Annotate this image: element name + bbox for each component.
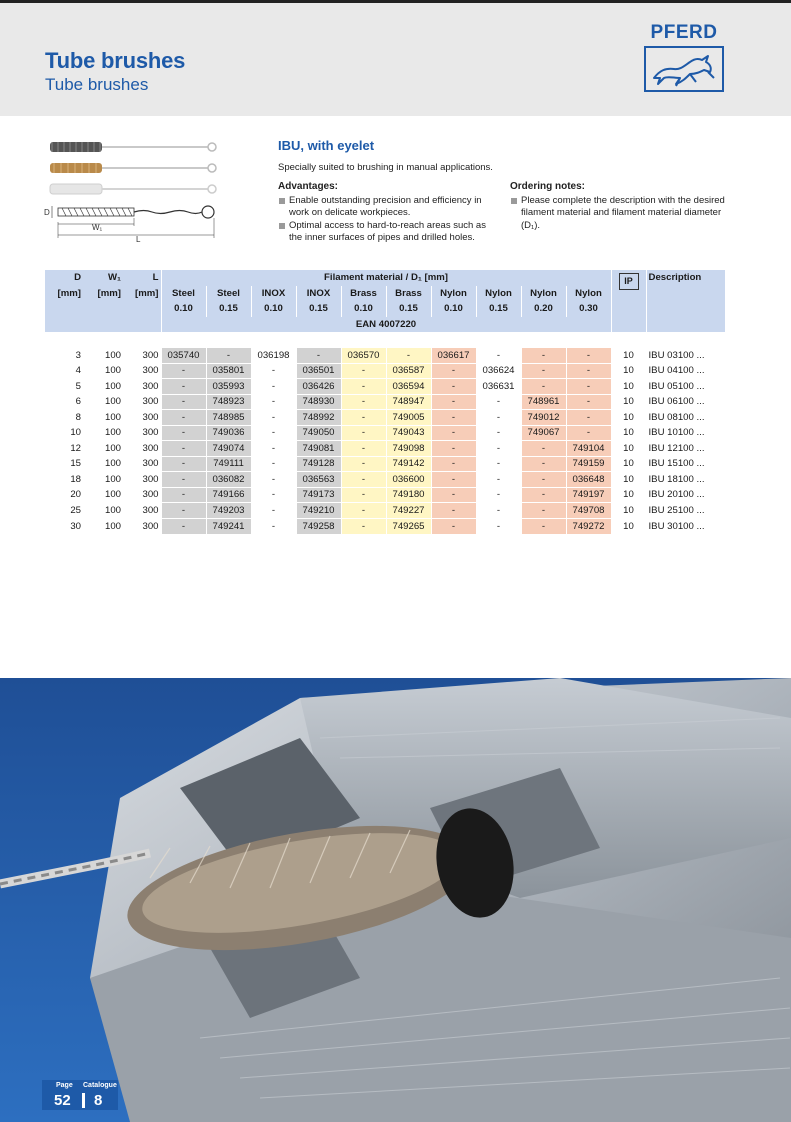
- table-row: [45, 394, 725, 410]
- material-size: 0.10: [431, 301, 476, 317]
- cell-ean: -: [161, 441, 206, 457]
- cell-ean: -: [476, 410, 521, 426]
- cell-wf: 100: [83, 518, 123, 534]
- cell-ip: 10: [611, 487, 646, 503]
- material-name: Nylon: [566, 286, 611, 302]
- material-size: 0.10: [161, 301, 206, 317]
- cell-ean: -: [341, 487, 386, 503]
- advantages-section: [278, 181, 498, 245]
- cell-ean: -: [161, 472, 206, 488]
- material-size: 0.10: [251, 301, 296, 317]
- cell-ean: -: [566, 394, 611, 410]
- cell-ean: -: [566, 348, 611, 364]
- cell-ean: -: [566, 425, 611, 441]
- cell-wf: 100: [83, 348, 123, 364]
- cell-ean: 749203: [206, 503, 251, 519]
- cell-ean: 749005: [386, 410, 431, 426]
- cell-d: 12: [45, 441, 83, 457]
- cell-ean: -: [476, 394, 521, 410]
- cell-ean: 749111: [206, 456, 251, 472]
- cell-d: 5: [45, 379, 83, 395]
- cell-ean: -: [431, 456, 476, 472]
- advantage-item: Optimal access to hard-to-reach areas such as the inner surfaces of pipes and drilled holes.: [278, 220, 498, 245]
- cell-ean: -: [161, 487, 206, 503]
- cell-ean: -: [566, 363, 611, 379]
- cell-ean: 749258: [296, 518, 341, 534]
- cell-ean: -: [161, 503, 206, 519]
- cell-ean: -: [341, 394, 386, 410]
- cell-ean: 749708: [566, 503, 611, 519]
- cell-d: 18: [45, 472, 83, 488]
- spec-table-body: [45, 348, 725, 534]
- cell-ean: -: [431, 441, 476, 457]
- cell-wf: 100: [83, 472, 123, 488]
- cell-ean: 749050: [296, 425, 341, 441]
- cell-description: IBU 20100 ...: [646, 487, 725, 503]
- cell-ean: 035993: [206, 379, 251, 395]
- cell-ean: -: [161, 379, 206, 395]
- product-illustrations: [44, 136, 224, 246]
- horse-logo-icon: [644, 46, 724, 92]
- footer-separator: [82, 1093, 85, 1108]
- cell-ean: 036624: [476, 363, 521, 379]
- cell-ean: -: [521, 456, 566, 472]
- cell-description: IBU 18100 ...: [646, 472, 725, 488]
- brass-brush-image: [50, 163, 216, 173]
- diagram-label-d: D: [44, 208, 50, 217]
- cell-ean: 749166: [206, 487, 251, 503]
- cell-ean: 036600: [386, 472, 431, 488]
- cell-d: 20: [45, 487, 83, 503]
- cell-d: 8: [45, 410, 83, 426]
- cell-l: 300: [123, 518, 161, 534]
- material-name: Steel: [161, 286, 206, 302]
- cell-ean: -: [251, 379, 296, 395]
- table-row: [45, 348, 725, 364]
- cell-d: 3: [45, 348, 83, 364]
- cell-l: 300: [123, 394, 161, 410]
- cell-ean: 748961: [521, 394, 566, 410]
- cell-ean: -: [476, 503, 521, 519]
- cell-ean: 036426: [296, 379, 341, 395]
- product-photo: [0, 678, 791, 1122]
- page-footer-box: [42, 1080, 118, 1110]
- cell-ean: 749159: [566, 456, 611, 472]
- table-row: [45, 379, 725, 395]
- cell-ean: 748992: [296, 410, 341, 426]
- cell-ean: -: [251, 363, 296, 379]
- cell-ean: 749074: [206, 441, 251, 457]
- cell-ean: -: [251, 487, 296, 503]
- cell-d: 15: [45, 456, 83, 472]
- cell-ean: 036587: [386, 363, 431, 379]
- cell-ean: -: [431, 503, 476, 519]
- cell-ean: 036631: [476, 379, 521, 395]
- cell-ean: 749128: [296, 456, 341, 472]
- cell-ean: -: [566, 410, 611, 426]
- cell-ean: -: [161, 363, 206, 379]
- cell-ip: 10: [611, 456, 646, 472]
- cell-wf: 100: [83, 379, 123, 395]
- material-name: Brass: [386, 286, 431, 302]
- cell-ean: -: [476, 518, 521, 534]
- cell-ean: -: [251, 394, 296, 410]
- advantages-title: Advantages:: [278, 181, 339, 192]
- cell-ean: -: [161, 410, 206, 426]
- cell-description: IBU 25100 ...: [646, 503, 725, 519]
- cell-ean: -: [431, 363, 476, 379]
- cell-wf: 100: [83, 503, 123, 519]
- spec-table: [45, 270, 725, 534]
- catalogue-number: 8: [94, 1092, 103, 1109]
- material-name: Brass: [341, 286, 386, 302]
- cell-ean: -: [341, 379, 386, 395]
- cell-ean: 749265: [386, 518, 431, 534]
- cell-ip: 10: [611, 503, 646, 519]
- col-wf-label: W₁: [83, 270, 123, 286]
- page-subtitle: Tube brushes: [45, 75, 149, 94]
- cell-l: 300: [123, 472, 161, 488]
- cell-ean: -: [521, 472, 566, 488]
- ordering-section: [510, 181, 738, 232]
- material-size: 0.30: [566, 301, 611, 317]
- table-row: [45, 503, 725, 519]
- cell-ean: -: [296, 348, 341, 364]
- material-name: Nylon: [431, 286, 476, 302]
- cell-ean: 036563: [296, 472, 341, 488]
- cell-ean: -: [251, 456, 296, 472]
- cell-ean: -: [341, 456, 386, 472]
- material-size: 0.15: [206, 301, 251, 317]
- cell-ean: 749227: [386, 503, 431, 519]
- cell-ean: -: [341, 518, 386, 534]
- cell-description: IBU 05100 ...: [646, 379, 725, 395]
- material-name: Nylon: [521, 286, 566, 302]
- material-size: 0.15: [476, 301, 521, 317]
- cell-ean: 035740: [161, 348, 206, 364]
- cell-d: 6: [45, 394, 83, 410]
- page-number: 52: [54, 1092, 71, 1109]
- cell-description: IBU 30100 ...: [646, 518, 725, 534]
- diagram-label-l: L: [136, 235, 141, 244]
- dimension-drawing: [52, 206, 214, 238]
- ordering-item: Please complete the description with the desired filament material and filament material diameter (D₁).: [510, 195, 738, 233]
- cell-d: 25: [45, 503, 83, 519]
- cell-l: 300: [123, 456, 161, 472]
- cell-ean: 749272: [566, 518, 611, 534]
- cell-d: 4: [45, 363, 83, 379]
- table-row: [45, 518, 725, 534]
- product-info: [278, 140, 738, 261]
- cell-description: IBU 08100 ...: [646, 410, 725, 426]
- cell-d: 10: [45, 425, 83, 441]
- cell-ean: 749210: [296, 503, 341, 519]
- cell-ean: 749067: [521, 425, 566, 441]
- material-size: 0.20: [521, 301, 566, 317]
- cell-ean: 748947: [386, 394, 431, 410]
- cell-ean: -: [341, 441, 386, 457]
- ordering-title: Ordering notes:: [510, 181, 586, 192]
- cell-ean: 749036: [206, 425, 251, 441]
- diagram-label-wf: W₁: [92, 223, 103, 232]
- page-label: Page: [56, 1082, 73, 1089]
- product-name: IBU, with eyelet: [278, 138, 375, 153]
- advantage-item: Enable outstanding precision and efficiency in work on delicate workpieces.: [278, 195, 498, 220]
- cell-ean: -: [476, 487, 521, 503]
- cell-ean: 036082: [206, 472, 251, 488]
- cell-ean: -: [386, 348, 431, 364]
- cell-l: 300: [123, 348, 161, 364]
- cell-ean: 748985: [206, 410, 251, 426]
- cell-ip: 10: [611, 472, 646, 488]
- cell-l: 300: [123, 363, 161, 379]
- catalogue-label: Catalogue: [83, 1082, 117, 1089]
- cell-ean: 036617: [431, 348, 476, 364]
- table-row: [45, 487, 725, 503]
- cell-ean: 035801: [206, 363, 251, 379]
- cell-ip: 10: [611, 379, 646, 395]
- material-size: 0.15: [386, 301, 431, 317]
- cell-ean: -: [206, 348, 251, 364]
- cell-ean: 749142: [386, 456, 431, 472]
- cell-ean: 748923: [206, 394, 251, 410]
- cell-ean: -: [521, 518, 566, 534]
- cell-ean: 036570: [341, 348, 386, 364]
- cell-ean: -: [341, 363, 386, 379]
- cell-ip: 10: [611, 518, 646, 534]
- cell-description: IBU 15100 ...: [646, 456, 725, 472]
- cell-ean: 749241: [206, 518, 251, 534]
- cell-l: 300: [123, 487, 161, 503]
- cell-l: 300: [123, 503, 161, 519]
- cell-ip: 10: [611, 425, 646, 441]
- col-l-label: L: [123, 270, 161, 286]
- cell-ean: -: [521, 487, 566, 503]
- material-size: 0.10: [341, 301, 386, 317]
- cell-description: IBU 06100 ...: [646, 394, 725, 410]
- cell-ean: -: [251, 503, 296, 519]
- nylon-brush-image: [50, 184, 216, 194]
- steel-brush-image: [50, 142, 216, 152]
- table-row: [45, 410, 725, 426]
- cell-ean: -: [161, 518, 206, 534]
- cell-ean: 749104: [566, 441, 611, 457]
- cell-ean: -: [521, 363, 566, 379]
- table-row: [45, 425, 725, 441]
- ip-box-icon: IP: [619, 273, 639, 290]
- cell-ean: -: [251, 425, 296, 441]
- col-d-label: D: [45, 270, 83, 286]
- desc-header: Description: [646, 270, 725, 317]
- table-row: [45, 456, 725, 472]
- cell-ean: -: [521, 503, 566, 519]
- cell-d: 30: [45, 518, 83, 534]
- cell-wf: 100: [83, 456, 123, 472]
- cell-wf: 100: [83, 410, 123, 426]
- cell-ip: 10: [611, 394, 646, 410]
- cell-l: 300: [123, 410, 161, 426]
- cell-description: IBU 03100 ...: [646, 348, 725, 364]
- cell-ean: 749098: [386, 441, 431, 457]
- cell-ean: -: [431, 425, 476, 441]
- cell-description: IBU 04100 ...: [646, 363, 725, 379]
- cell-ean: 036198: [251, 348, 296, 364]
- cell-ip: 10: [611, 348, 646, 364]
- cell-ean: 749180: [386, 487, 431, 503]
- page-title: Tube brushes: [45, 48, 186, 73]
- cell-ean: 036501: [296, 363, 341, 379]
- cell-ean: -: [431, 410, 476, 426]
- cell-ean: -: [341, 472, 386, 488]
- cell-ean: -: [161, 456, 206, 472]
- col-wf-unit: [mm]: [83, 286, 123, 302]
- cell-ean: -: [521, 379, 566, 395]
- cell-ip: 10: [611, 363, 646, 379]
- cell-ean: -: [521, 348, 566, 364]
- cell-ean: -: [476, 441, 521, 457]
- cell-description: IBU 12100 ...: [646, 441, 725, 457]
- material-size: 0.15: [296, 301, 341, 317]
- cell-ean: -: [476, 425, 521, 441]
- cell-ean: -: [476, 456, 521, 472]
- cell-ean: -: [476, 472, 521, 488]
- product-lead: Specially suited to brushing in manual applications.: [278, 161, 493, 173]
- table-row: [45, 441, 725, 457]
- cell-ean: -: [431, 394, 476, 410]
- material-name: Steel: [206, 286, 251, 302]
- cell-ean: -: [521, 441, 566, 457]
- cell-wf: 100: [83, 425, 123, 441]
- cell-ean: -: [161, 425, 206, 441]
- cell-ean: 036594: [386, 379, 431, 395]
- cell-ean: -: [251, 518, 296, 534]
- col-l-unit: [mm]: [123, 286, 161, 302]
- cell-wf: 100: [83, 487, 123, 503]
- cell-l: 300: [123, 379, 161, 395]
- cell-ean: 749081: [296, 441, 341, 457]
- table-row: [45, 363, 725, 379]
- cell-ip: 10: [611, 441, 646, 457]
- cell-ean: -: [341, 425, 386, 441]
- cell-wf: 100: [83, 363, 123, 379]
- cell-ean: -: [341, 410, 386, 426]
- filament-header: Filament material / D₁ [mm]: [161, 270, 611, 286]
- cell-l: 300: [123, 425, 161, 441]
- cell-ean: 749012: [521, 410, 566, 426]
- cell-ean: -: [251, 441, 296, 457]
- cell-ean: -: [161, 394, 206, 410]
- table-row: [45, 472, 725, 488]
- cell-ean: -: [566, 379, 611, 395]
- material-name: Nylon: [476, 286, 521, 302]
- cell-description: IBU 10100 ...: [646, 425, 725, 441]
- cell-ean: -: [431, 518, 476, 534]
- cell-ean: -: [431, 472, 476, 488]
- ean-header: EAN 4007220: [161, 317, 611, 333]
- cell-ean: -: [476, 348, 521, 364]
- cell-ean: 749173: [296, 487, 341, 503]
- cell-wf: 100: [83, 394, 123, 410]
- cell-ean: 749043: [386, 425, 431, 441]
- cell-ip: 10: [611, 410, 646, 426]
- cell-ean: -: [251, 410, 296, 426]
- material-name: INOX: [296, 286, 341, 302]
- cell-ean: -: [251, 472, 296, 488]
- material-name: INOX: [251, 286, 296, 302]
- logo-text: PFERD: [650, 22, 718, 43]
- cell-l: 300: [123, 441, 161, 457]
- cell-wf: 100: [83, 441, 123, 457]
- cell-ean: -: [431, 487, 476, 503]
- cell-ean: -: [431, 379, 476, 395]
- cell-ean: -: [341, 503, 386, 519]
- col-d-unit: [mm]: [45, 286, 83, 302]
- cell-ean: 036648: [566, 472, 611, 488]
- pferd-logo: [640, 22, 728, 94]
- ip-header: [611, 270, 646, 317]
- cell-ean: 748930: [296, 394, 341, 410]
- cell-ean: 749197: [566, 487, 611, 503]
